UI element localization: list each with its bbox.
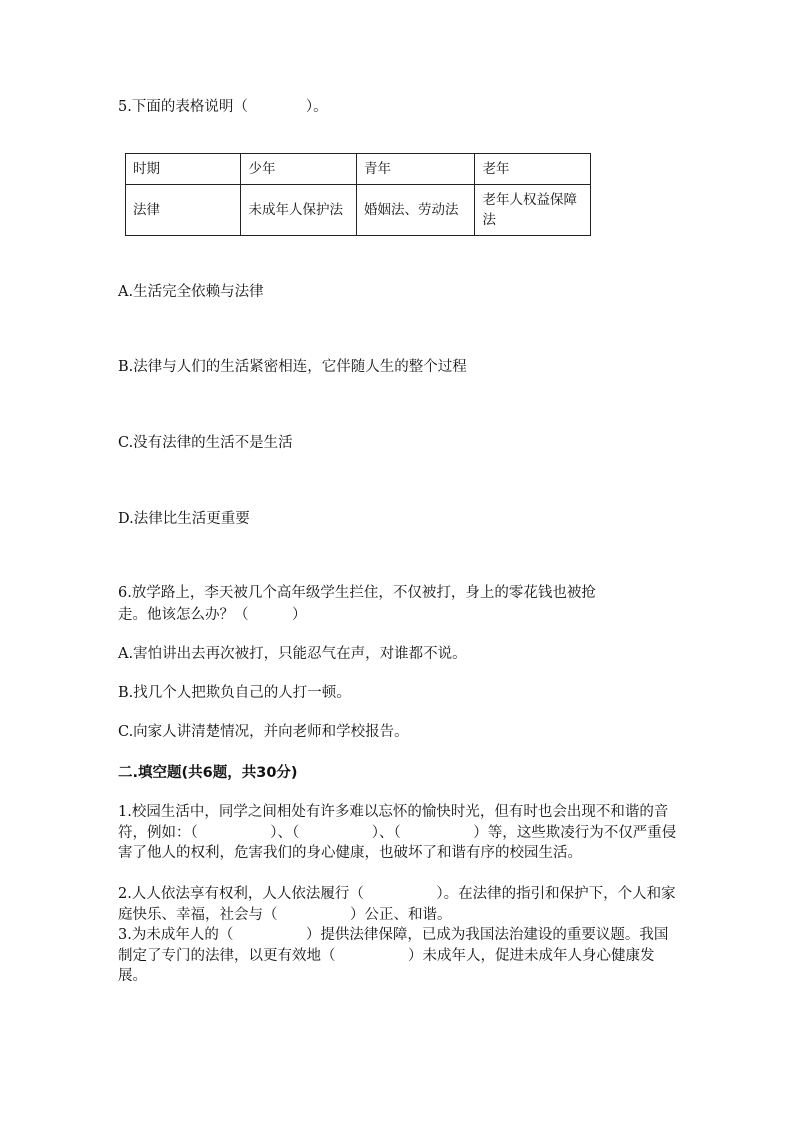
question-6-text-line-2: 走。他该怎么办？（ ） (118, 607, 307, 623)
question-5-option-a: A.生活完全依赖与法律 (118, 284, 264, 300)
table-header-cell: 老年 (475, 154, 591, 185)
table-cell: 老年人权益保障法 (475, 185, 591, 236)
table-row (126, 185, 591, 236)
question-5-title: 5.下面的表格说明（ ）。 (118, 99, 328, 115)
fill-in-question-3: 3.为未成年人的（ ）提供法律保障，已成为我国法治建设的重要议题。我国制定了专门的法律，以更有效地（ ）未成年人，促进未成年人身心健康发展。 (118, 927, 669, 984)
fill-in-question-2: 2.人人依法享有权利，人人依法履行（ ）。在法律的指引和保护下，个人和家庭快乐、幸福，社会与（ ）公正、和谐。 (118, 886, 676, 923)
table-cell: 未成年人保护法 (241, 185, 356, 236)
question-6-text-line-1: 6.放学路上，李天被几个高年级学生拦住，不仅被打，身上的零花钱也被抢 (118, 585, 596, 601)
table-cell: 法律 (126, 185, 241, 236)
fill-in-question-1: 1.校园生活中，同学之间相处有许多难以忘怀的愉快时光，但有时也会出现不和谐的音符，例如：（ ）、（ ）、（ ）等，这些欺凌行为不仅严重侵害了他人的权利，危害我们的身心健康，也破坏了和谐有序的校园生活。 (118, 804, 677, 861)
question-5-option-c: C.没有法律的生活不是生活 (118, 435, 293, 451)
question-6-option-a: A.害怕讲出去再次被打，只能忍气在声，对谁都不说。 (118, 646, 467, 662)
question-6-option-c: C.向家人讲清楚情况，并向老师和学校报告。 (118, 724, 409, 740)
table-header-cell: 青年 (356, 154, 475, 185)
question-5-option-d: D.法律比生活更重要 (118, 511, 250, 527)
table-cell: 婚姻法、劳动法 (356, 185, 475, 236)
table-header-cell: 时期 (126, 154, 241, 185)
table-row (126, 154, 591, 185)
law-stage-table (125, 153, 591, 236)
question-6-option-b: B.找几个人把欺负自己的人打一顿。 (118, 685, 351, 701)
section-heading-fill-in: 二.填空题(共6题，共30分) (118, 765, 298, 781)
question-5-option-b: B.法律与人们的生活紧密相连，它伴随人生的整个过程 (118, 359, 467, 375)
table-header-cell: 少年 (241, 154, 356, 185)
